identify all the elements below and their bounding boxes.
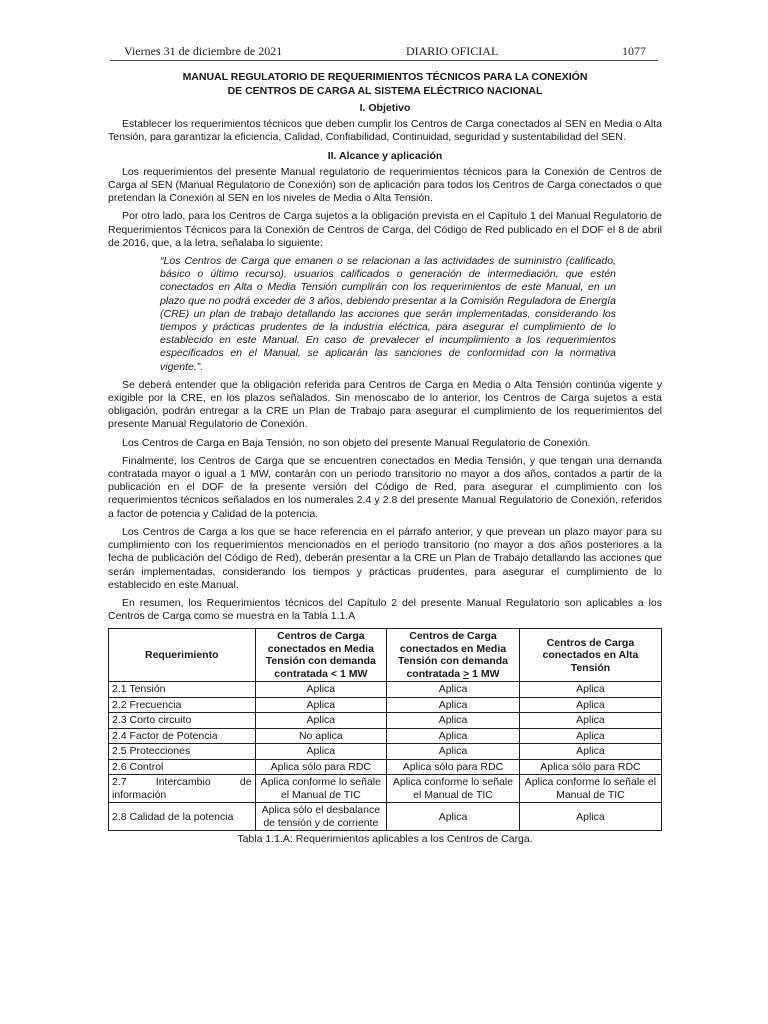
requirements-table: [108, 628, 662, 831]
table-cell: Aplica: [387, 713, 520, 729]
header-publication: DIARIO OFICIAL: [405, 44, 499, 58]
table-row: [109, 775, 662, 803]
table-cell: Aplica conforme lo señale el Manual de TIC: [519, 775, 661, 803]
table-cell: Aplica sólo para RDC: [255, 759, 387, 775]
table-caption: Tabla 1.1.A: Requerimientos aplicables a los Centros de Carga.: [237, 833, 533, 846]
paragraph-alcance-7: En resumen, los Requerimientos técnicos del Capítulo 2 del presente Manual Regulatorio son aplicables a los Centros de Carga como se muestra en la Tabla 1.1.A: [108, 596, 662, 623]
table-header-row: [109, 629, 662, 682]
document-title: [108, 71, 662, 98]
table-cell: Aplica: [255, 697, 387, 713]
table-cell: 2.5 Protecciones: [109, 744, 256, 760]
table-cell: Aplica: [519, 744, 661, 760]
paragraph-alcance-2: Por otro lado, para los Centros de Carga sujetos a la obligación prevista en el Capítulo 1 del Manual Regulatorio de Requerimientos Técnicos para la Conexión de Centros de Carga, del Código de Red publicado en el DOF el 8 de abril de 2016, que, a la letra, señalaba lo siguiente:: [108, 210, 662, 249]
section-heading-alcance: II. Alcance y aplicación: [327, 149, 443, 162]
table-cell: Aplica conforme lo señale el Manual de TIC: [387, 775, 520, 803]
table-cell: 2.3 Corto circuito: [109, 713, 256, 729]
table-cell: Aplica: [255, 682, 387, 698]
paragraph-alcance-5: Finalmente, los Centros de Carga que se encuentren conectados en Media Tensión, y que tengan una demanda contratada mayor o igual a 1 MW, contarán con un periodo transitorio no mayor a dos años, contados a partir de la publicación en el DOF de la presente versión del Código de Red, para asegurar el cumplimiento con los requerimientos técnicos señalados en los numerales 2.4 y 2.8 del presente Manual Regulatorio de Conexión, referidos a factor de potencia y Calidad de la potencia.: [108, 454, 662, 520]
table-cell: 2.1 Tensión: [109, 682, 256, 698]
title-line-2: DE CENTROS DE CARGA AL SISTEMA ELÉCTRICO NACIONAL: [227, 84, 543, 97]
table-cell: 2.2 Frecuencia: [109, 697, 256, 713]
title-line-1: MANUAL REGULATORIO DE REQUERIMIENTOS TÉCNICOS PARA LA CONEXIÓN: [182, 71, 588, 83]
header-page-number: 1077: [622, 44, 646, 58]
table-cell: 2.7 Intercambio de información: [109, 775, 256, 803]
table-cell: Aplica: [519, 697, 661, 713]
table-row: [109, 803, 662, 831]
table-cell: Aplica: [519, 713, 661, 729]
table-cell: Aplica: [519, 682, 661, 698]
table-cell: Aplica sólo el desbalance de tensión y de corriente: [255, 803, 387, 831]
paragraph-alcance-1: Los requerimientos del presente Manual regulatorio de requerimientos técnicos para la Conexión de Centros de Carga al SEN (Manual Regulatorio de Conexión) son de aplicación para todos los Centros de Carga conectados o que pretendan la Conexión al SEN en los niveles de Media o Alta Tensión.: [108, 165, 662, 205]
table-cell: 2.8 Calidad de la potencia: [109, 803, 256, 831]
table-cell: Aplica sólo para RDC: [519, 759, 661, 775]
paragraph-alcance-6: Los Centros de Carga a los que se hace referencia en el párrafo anterior, y que prevean un plazo mayor para su cumplimiento con los requerimientos mencionados en el periodo transitorio (no mayor a dos años posteriores a la fecha de publicación del Código de Red), deberán presentar a la CRE un Plan de Trabajo detallando las acciones que serán implementadas, considerando los tiempos y prácticas prudentes, para asegurar el cumplimiento de lo establecido en este Manual.: [108, 525, 662, 591]
table-cell: Aplica: [387, 744, 520, 760]
header-date: Viernes 31 de diciembre de 2021: [124, 44, 283, 58]
section-heading-objetivo: I. Objetivo: [359, 102, 411, 114]
table-cell: 2.6 Control: [109, 759, 256, 775]
table-cell: 2.4 Factor de Potencia: [109, 728, 256, 744]
table-cell: Aplica: [387, 682, 520, 698]
table-row: [109, 713, 662, 729]
table-cell: Aplica: [387, 803, 520, 831]
table-cell: Aplica conforme lo señale el Manual de TIC: [255, 775, 387, 803]
quoted-text: “Los Centros de Carga que emanen o se relacionan a las actividades de suministro (calificado, básico o último recurso), usuarios calificados o generación de intermediación, que estén conectados en Alta o Media Tensión cumplirán con los requerimientos de este Manual, en un plazo que no podrá exceder de 3 años, debiendo presentar a la Comisión Reguladora de Energía (CRE) un plan de trabajo detallando las acciones que serán implementadas, considerando los tiempos y prácticas prudentes de la industria eléctrica, para asegurar el cumplimiento de lo establecido en este Manual. En caso de prevalecer el incumplimiento a los requerimientos especificados en el Manual, se aplicarán las sanciones de conformidad con la normativa vigente.”.: [160, 255, 616, 373]
table-cell: No aplica: [255, 728, 387, 744]
header-rule: [110, 60, 658, 61]
table-cell: Aplica: [519, 803, 661, 831]
table-header-cell: Centros de Carga conectados en Media Tensión con demanda contratada < 1 MW: [255, 629, 387, 682]
document-body: [108, 71, 662, 847]
table-cell: Aplica: [255, 744, 387, 760]
table-cell: Aplica: [255, 713, 387, 729]
table-cell: Aplica sólo para RDC: [387, 759, 520, 775]
table-row: [109, 728, 662, 744]
paragraph-objetivo: Establecer los requerimientos técnicos que deben cumplir los Centros de Carga conectados al SEN en Media o Alta Tensión, para garantizar la eficiencia, Calidad, Confiabilidad, Continuidad, seguridad y sustentabilidad del SEN.: [108, 118, 662, 144]
table-header-cell: Centros de Carga conectados en Alta Tensión: [519, 629, 661, 682]
table-row: [109, 744, 662, 760]
paragraph-alcance-4: Los Centros de Carga en Baja Tensión, no son objeto del presente Manual Regulatorio de Conexión.: [122, 436, 591, 449]
table-row: [109, 682, 662, 698]
table-row: [109, 759, 662, 775]
table-header-cell: Centros de Carga conectados en Media Tensión con demanda contratada > 1 MW: [387, 629, 520, 682]
page-header: [124, 44, 646, 59]
table-row: [109, 697, 662, 713]
table-cell: Aplica: [387, 697, 520, 713]
table-cell: Aplica: [519, 728, 661, 744]
table-header-cell: Requerimiento: [109, 629, 256, 682]
paragraph-alcance-3: Se deberá entender que la obligación referida para Centros de Carga en Media o Alta Tensión continúa vigente y exigible por la CRE, en los plazos señalados. Sin menoscabo de lo anterior, los Centros de Carga sujetos a esta obligación, podrán entregar a la CRE un Plan de Trabajo para asegurar el cumplimiento de los requerimientos del presente Manual Regulatorio de Conexión.: [108, 378, 662, 431]
table-cell: Aplica: [387, 728, 520, 744]
